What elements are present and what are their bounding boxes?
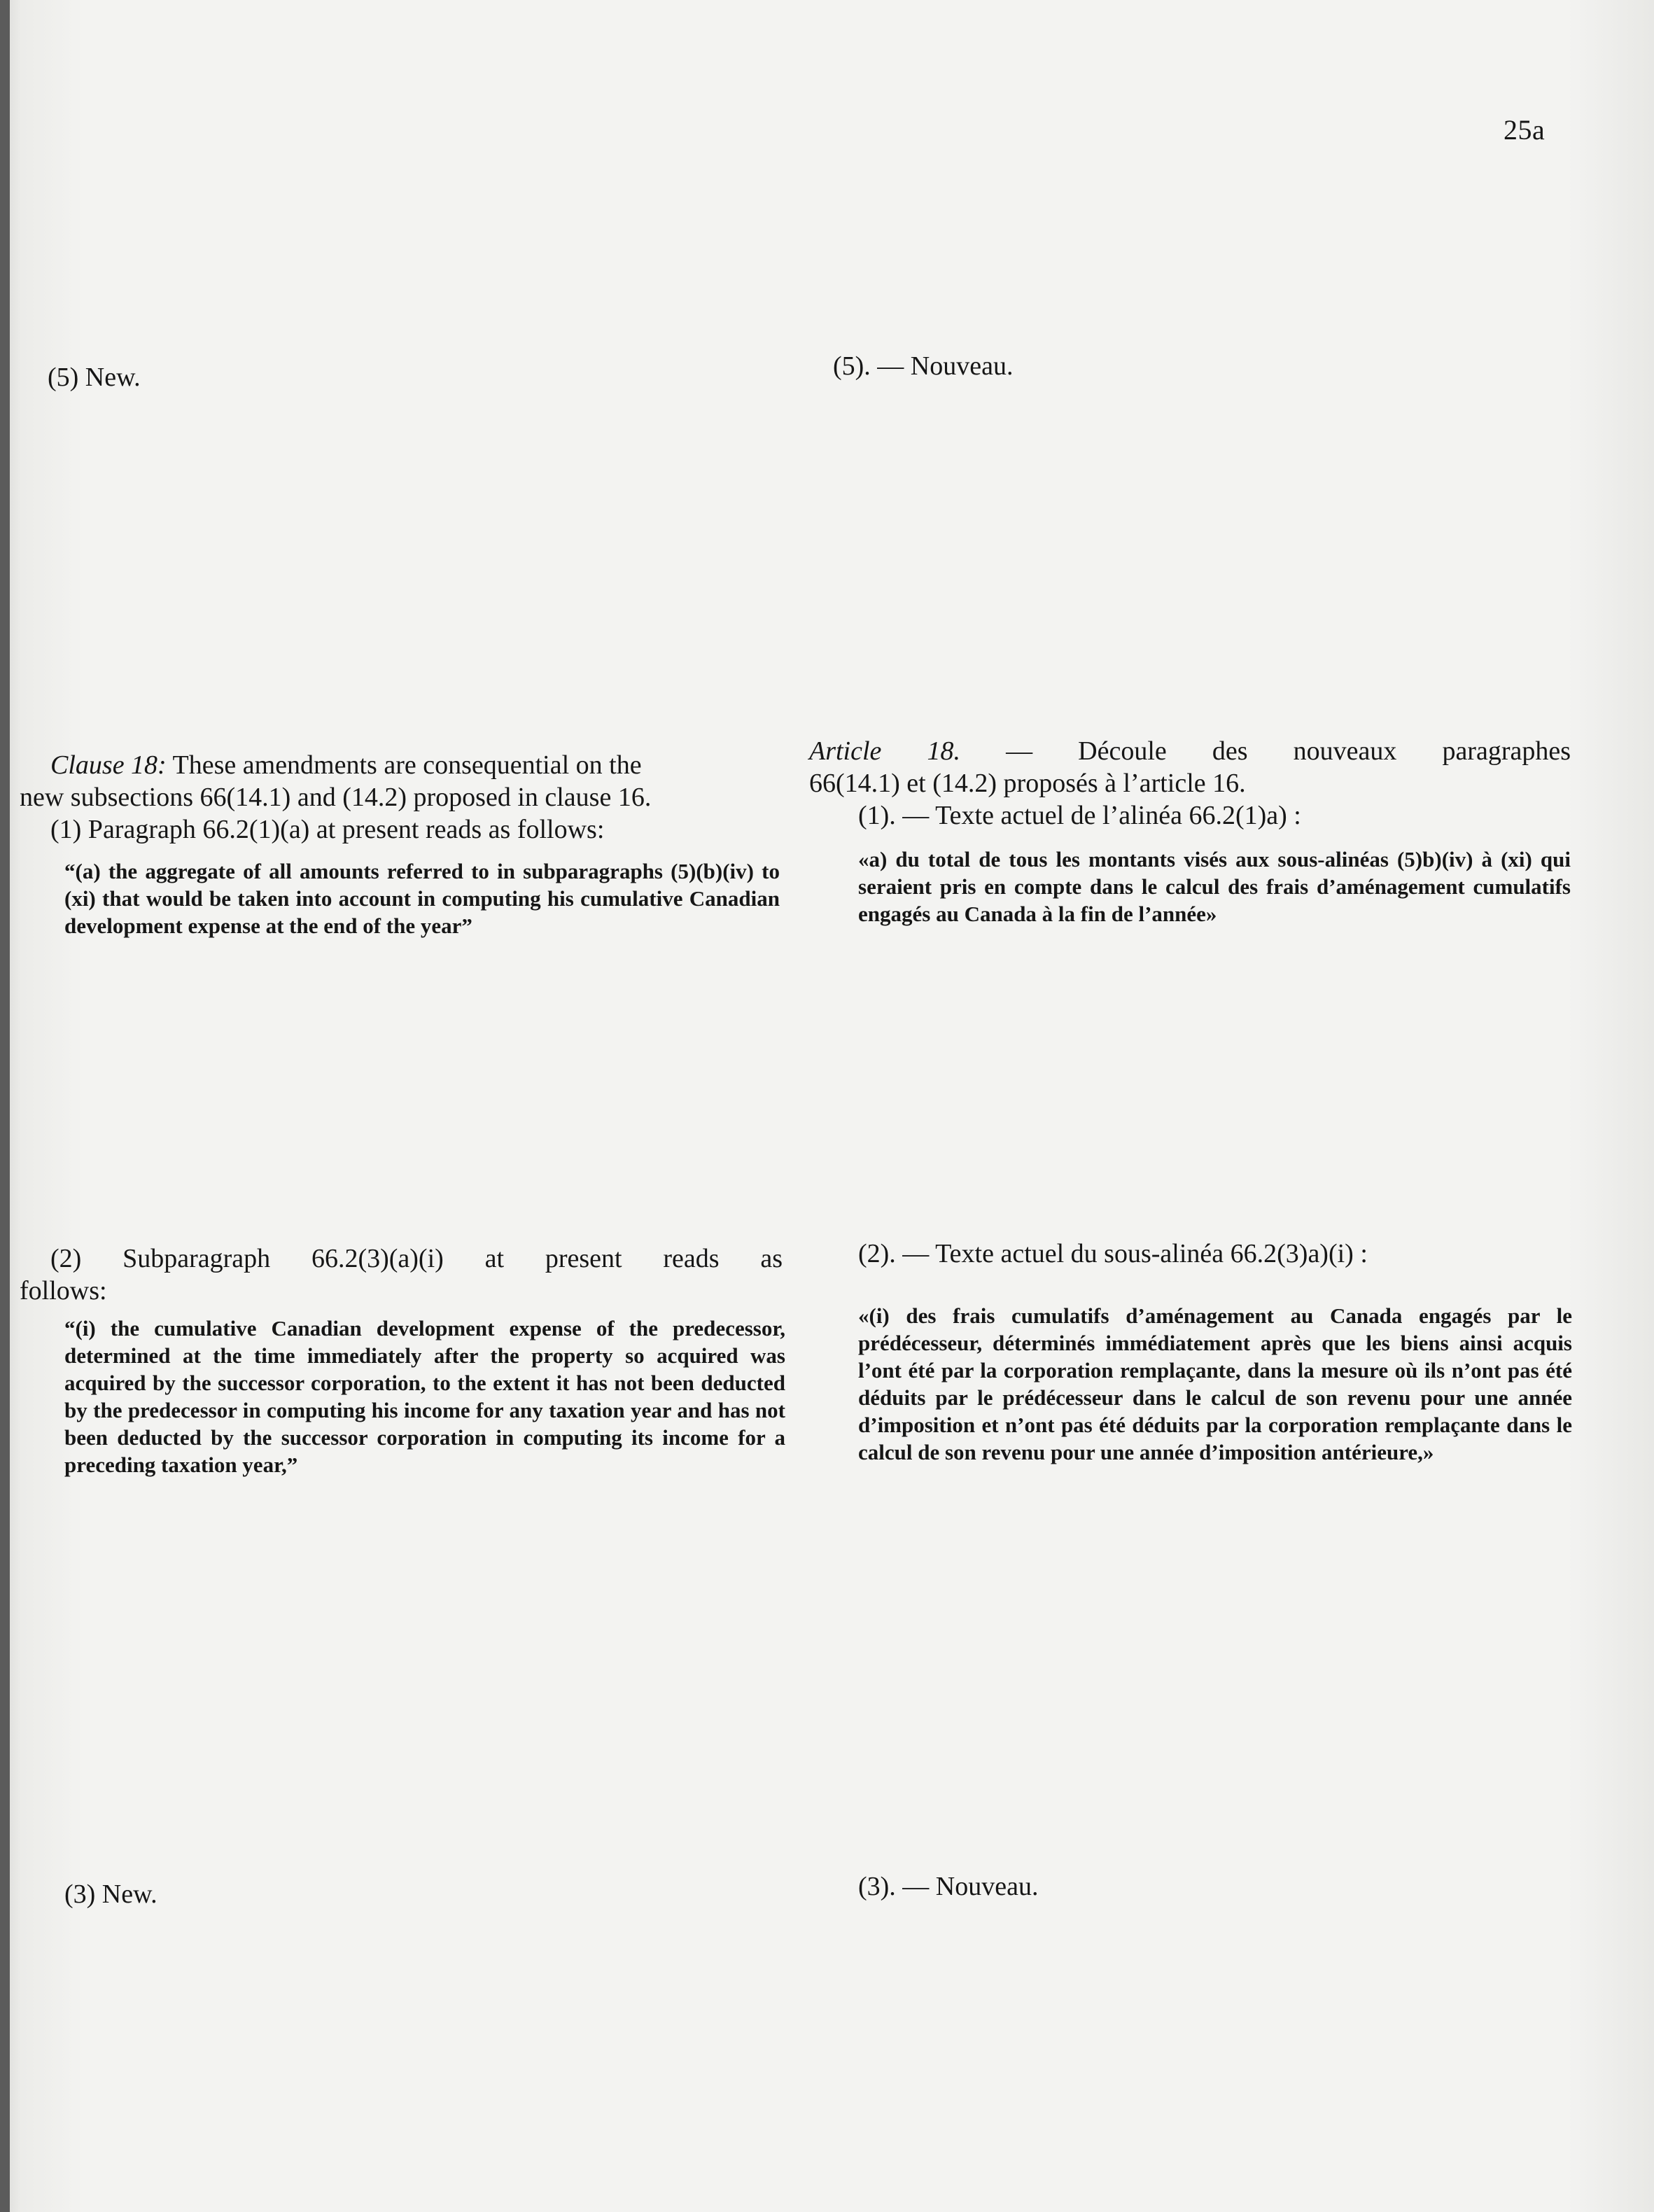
subparagraph-2-intro-fr: (2). — Texte actuel du sous-alinéa 66.2(3)a)(i) :: [858, 1239, 1368, 1268]
subparagraph-2-line-2: follows:: [20, 1276, 107, 1306]
clause-18-line-1: [20, 749, 783, 781]
subparagraph-2-quote: “(i) the cumulative Canadian development expense of the predecessor, determined at the time immediately after the property so acquired was acquired by the successor corporation, to the extent it has not been deducted by the predecessor in computing his income for any taxation year and has not been deducted by the successor corporation in computing its income for a preceding taxation year,”: [64, 1316, 785, 1477]
article-18-line-2: 66(14.1) et (14.2) proposés à l’article 16.: [809, 769, 1246, 798]
subparagraph-2-quote-fr-text: «(i) des frais cumulatifs d’aménagement au Canada engagés par le prédécesseur, déterminés immédiatement après que les biens ainsi acquis l’ont été par la corporation remplaçante, dans la mesure où ils n’ont pas été déduits par le prédécesseur dans le calcul de son revenu pour une année d’imposition et n’ont pas été déduits par la corporation remplaçante dans le calcul de son revenu pour une année d’imposition antérieure,»: [858, 1303, 1572, 1464]
note-5-nouveau: (5). — Nouveau.: [833, 351, 1014, 381]
clause-18-line-2: new subsections 66(14.1) and (14.2) proposed in clause 16.: [20, 783, 652, 812]
clause-18-label: Clause 18:: [50, 750, 167, 780]
subparagraph-2-line-1: (2) Subparagraph 66.2(3)(a)(i) at present reads as: [50, 1244, 783, 1273]
subparagraph-2-intro: [20, 1242, 783, 1307]
subparagraph-2-quote-fr: [858, 1270, 1572, 1466]
clause-18-note: [20, 749, 783, 846]
binding-spine: [0, 0, 10, 2212]
article-18-text-1: — Découle des nouveaux paragraphes: [960, 736, 1571, 766]
paragraph-1-quote: “(a) the aggregate of all amounts referred to in subparagraphs (5)(b)(iv) to (xi) that would be taken into account in computing his cumulative Canadian development expense at the end of the year”: [64, 859, 780, 938]
note-3-new: (3) New.: [64, 1879, 157, 1909]
quote-spacer: [858, 1270, 1572, 1302]
page-number: 25a: [1504, 114, 1546, 146]
note-3-nouveau: (3). — Nouveau.: [858, 1872, 1039, 1901]
clause-18-text-1: These amendments are consequential on the: [166, 750, 642, 780]
article-18-note: [809, 735, 1571, 832]
paragraph-1-intro-fr: (1). — Texte actuel de l’alinéa 66.2(1)a) :: [858, 801, 1301, 830]
note-5-new: (5) New.: [48, 363, 141, 392]
article-18-label: Article 18.: [809, 736, 960, 766]
article-18-line-1: [809, 735, 1571, 767]
paragraph-1-intro: (1) Paragraph 66.2(1)(a) at present reads as follows:: [50, 815, 605, 844]
paragraph-1-quote-fr: «a) du total de tous les montants visés aux sous-alinéas (5)b)(iv) à (xi) qui seraient pris en compte dans le calcul des frais d’aménagement cumulatifs engagés au Canada à la fin de l’année»: [858, 847, 1571, 926]
